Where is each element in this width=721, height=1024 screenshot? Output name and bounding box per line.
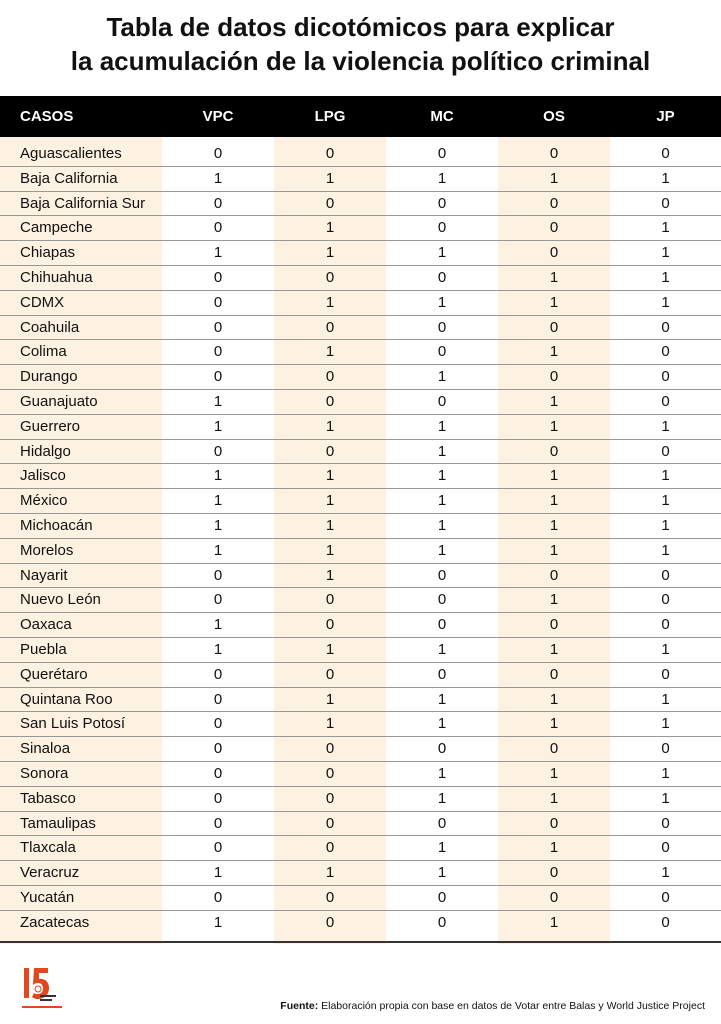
row-label: Tabasco bbox=[20, 789, 76, 807]
row-label: Coahuila bbox=[20, 318, 80, 336]
table-cell: 0 bbox=[325, 913, 335, 931]
table-cell: 0 bbox=[325, 442, 335, 460]
table-cell: 0 bbox=[549, 665, 559, 683]
table-cell: 0 bbox=[325, 268, 335, 286]
table-row bbox=[0, 489, 721, 514]
table-cell: 0 bbox=[549, 244, 559, 262]
table-cell: 1 bbox=[437, 715, 447, 733]
table-header bbox=[0, 96, 721, 137]
table-cell: 0 bbox=[437, 913, 447, 931]
table-row bbox=[0, 663, 721, 688]
row-label: CDMX bbox=[20, 293, 65, 311]
table-cell: 1 bbox=[213, 616, 223, 634]
table-cell: 0 bbox=[661, 839, 670, 857]
column-header: CASOS bbox=[20, 108, 74, 125]
table-cell: 1 bbox=[437, 467, 447, 485]
table-cell: 0 bbox=[325, 789, 335, 807]
table-cell: 1 bbox=[549, 467, 559, 485]
row-label: Nuevo León bbox=[20, 591, 101, 609]
row-label: Sinaloa bbox=[20, 740, 71, 758]
table-cell: 0 bbox=[661, 591, 670, 609]
table-cell: 1 bbox=[437, 839, 447, 857]
table-cell: 1 bbox=[661, 764, 670, 782]
table-row bbox=[0, 415, 721, 440]
table-cell: 1 bbox=[437, 169, 447, 187]
row-label: Guanajuato bbox=[20, 392, 98, 410]
table-cell: 0 bbox=[325, 616, 335, 634]
table-cell: 1 bbox=[437, 492, 447, 510]
table-row bbox=[0, 464, 721, 489]
table-cell: 0 bbox=[549, 318, 559, 336]
row-label: Guerrero bbox=[20, 417, 81, 435]
table-cell: 1 bbox=[661, 864, 670, 882]
table-cell: 0 bbox=[213, 690, 223, 708]
table-cell: 1 bbox=[437, 690, 447, 708]
table-cell: 0 bbox=[213, 789, 223, 807]
table-cell: 1 bbox=[549, 268, 559, 286]
table-cell: 0 bbox=[549, 368, 559, 386]
table-cell: 0 bbox=[213, 318, 223, 336]
table-cell: 1 bbox=[213, 492, 223, 510]
table-cell: 0 bbox=[661, 145, 670, 162]
row-label: Sonora bbox=[20, 764, 69, 782]
table-cell: 0 bbox=[213, 814, 223, 832]
table-cell: 1 bbox=[213, 541, 223, 559]
table-cell: 1 bbox=[549, 492, 559, 510]
table-cell: 1 bbox=[437, 442, 447, 460]
row-label: Tlaxcala bbox=[20, 839, 76, 857]
table-cell: 1 bbox=[661, 219, 670, 237]
table-cell: 1 bbox=[549, 715, 559, 733]
table-cell: 1 bbox=[437, 516, 447, 534]
table-cell: 1 bbox=[661, 516, 670, 534]
table-cell: 1 bbox=[325, 640, 335, 658]
row-label: Campeche bbox=[20, 219, 93, 237]
row-label: Hidalgo bbox=[20, 442, 71, 460]
table-cell: 0 bbox=[325, 665, 335, 683]
table-row bbox=[0, 564, 721, 589]
row-label: Nayarit bbox=[20, 566, 68, 584]
table-cell: 1 bbox=[325, 566, 335, 584]
row-label: San Luis Potosí bbox=[20, 715, 126, 733]
table-cell: 0 bbox=[213, 219, 223, 237]
table-cell: 1 bbox=[213, 864, 223, 882]
table-row bbox=[0, 216, 721, 241]
table-cell: 0 bbox=[325, 591, 335, 609]
table-cell: 1 bbox=[325, 492, 335, 510]
table-row bbox=[0, 762, 721, 787]
table-cell: 1 bbox=[549, 417, 559, 435]
table-row bbox=[0, 861, 721, 886]
column-header: VPC bbox=[202, 108, 234, 125]
row-label: Tamaulipas bbox=[20, 814, 96, 832]
table-cell: 1 bbox=[661, 640, 670, 658]
table-cell: 1 bbox=[325, 169, 335, 187]
table-cell: 1 bbox=[437, 789, 447, 807]
column-header: OS bbox=[543, 108, 565, 125]
table-cell: 1 bbox=[661, 715, 670, 733]
table-cell: 0 bbox=[437, 665, 447, 683]
table-cell: 1 bbox=[213, 913, 223, 931]
table-cell: 1 bbox=[325, 417, 335, 435]
table-row bbox=[0, 291, 721, 316]
table-cell: 0 bbox=[549, 616, 559, 634]
table-cell: 0 bbox=[437, 268, 447, 286]
page-title bbox=[0, 10, 721, 78]
table-cell: 1 bbox=[549, 913, 559, 931]
table-row bbox=[0, 365, 721, 390]
table-body bbox=[0, 142, 721, 936]
table-cell: 0 bbox=[437, 591, 447, 609]
table-cell: 0 bbox=[437, 145, 447, 162]
table-cell: 0 bbox=[661, 343, 670, 361]
table-cell: 1 bbox=[437, 293, 447, 311]
table-cell: 1 bbox=[213, 467, 223, 485]
table-cell: 1 bbox=[661, 169, 670, 187]
table-cell: 1 bbox=[549, 541, 559, 559]
column-header: MC bbox=[430, 108, 454, 125]
table-cell: 0 bbox=[213, 715, 223, 733]
table-cell: 0 bbox=[325, 368, 335, 386]
table-cell: 1 bbox=[437, 368, 447, 386]
table-cell: 1 bbox=[549, 591, 559, 609]
table-cell: 0 bbox=[325, 318, 335, 336]
table-cell: 1 bbox=[325, 715, 335, 733]
table-cell: 0 bbox=[437, 566, 447, 584]
table-cell: 0 bbox=[549, 888, 559, 906]
table-cell: 1 bbox=[325, 516, 335, 534]
row-label: Morelos bbox=[20, 541, 74, 559]
table-row bbox=[0, 316, 721, 341]
table-row bbox=[0, 911, 721, 936]
table-cell: 1 bbox=[549, 789, 559, 807]
table-cell: 0 bbox=[325, 145, 335, 162]
row-label: Querétaro bbox=[20, 665, 88, 683]
table-cell: 1 bbox=[549, 764, 559, 782]
table-row bbox=[0, 192, 721, 217]
table-cell: 0 bbox=[549, 145, 559, 162]
table-cell: 0 bbox=[213, 194, 223, 212]
table-cell: 0 bbox=[325, 888, 335, 906]
table-cell: 1 bbox=[549, 343, 559, 361]
table-cell: 0 bbox=[437, 219, 447, 237]
table-cell: 0 bbox=[661, 665, 670, 683]
table-cell: 0 bbox=[325, 764, 335, 782]
table-row bbox=[0, 886, 721, 911]
source-text: Elaboración propia con base en datos de Votar entre Balas y World Justice Project bbox=[321, 1000, 705, 1012]
table-cell: 1 bbox=[437, 640, 447, 658]
table-cell: 0 bbox=[213, 665, 223, 683]
table-cell: 0 bbox=[213, 764, 223, 782]
table-cell: 1 bbox=[213, 516, 223, 534]
table-cell: 0 bbox=[549, 864, 559, 882]
table-cell: 0 bbox=[661, 368, 670, 386]
table-cell: 1 bbox=[325, 864, 335, 882]
table-cell: 0 bbox=[325, 814, 335, 832]
table-cell: 1 bbox=[661, 244, 670, 262]
table-cell: 1 bbox=[213, 169, 223, 187]
table-cell: 0 bbox=[213, 888, 223, 906]
table-cell: 0 bbox=[549, 194, 559, 212]
row-label: Aguascalientes bbox=[20, 145, 122, 162]
row-label: Baja California bbox=[20, 169, 118, 187]
table-cell: 0 bbox=[213, 268, 223, 286]
table-cell: 1 bbox=[549, 839, 559, 857]
table-cell: 0 bbox=[549, 814, 559, 832]
table-cell: 0 bbox=[213, 566, 223, 584]
row-label: Chihuahua bbox=[20, 268, 93, 286]
table-cell: 0 bbox=[549, 740, 559, 758]
table-row bbox=[0, 266, 721, 291]
table-row bbox=[0, 812, 721, 837]
table-cell: 0 bbox=[437, 343, 447, 361]
table-cell: 0 bbox=[325, 839, 335, 857]
table-cell: 0 bbox=[213, 368, 223, 386]
table-cell: 0 bbox=[213, 740, 223, 758]
table-cell: 1 bbox=[661, 492, 670, 510]
table-cell: 1 bbox=[213, 417, 223, 435]
table-cell: 0 bbox=[437, 318, 447, 336]
table-row bbox=[0, 836, 721, 861]
row-label: Veracruz bbox=[20, 864, 80, 882]
table-cell: 0 bbox=[213, 839, 223, 857]
table-cell: 1 bbox=[549, 169, 559, 187]
table-cell: 1 bbox=[437, 541, 447, 559]
table-cell: 1 bbox=[661, 789, 670, 807]
title-line-1: Tabla de datos dicotómicos para explicar bbox=[106, 12, 615, 42]
table-cell: 0 bbox=[213, 591, 223, 609]
table-cell: 0 bbox=[661, 318, 670, 336]
table-cell: 0 bbox=[549, 566, 559, 584]
row-label: Durango bbox=[20, 368, 78, 386]
source-label: Fuente: bbox=[280, 1000, 319, 1012]
table-cell: 0 bbox=[437, 814, 447, 832]
table-cell: 1 bbox=[661, 293, 670, 311]
table-row bbox=[0, 440, 721, 465]
column-header: JP bbox=[656, 108, 675, 125]
table-row bbox=[0, 514, 721, 539]
table-row bbox=[0, 737, 721, 762]
table-cell: 0 bbox=[325, 740, 335, 758]
table-cell: 1 bbox=[325, 219, 335, 237]
table-cell: 0 bbox=[325, 392, 335, 410]
table-cell: 0 bbox=[549, 219, 559, 237]
table-row bbox=[0, 787, 721, 812]
table-cell: 0 bbox=[437, 740, 447, 758]
table-cell: 0 bbox=[437, 616, 447, 634]
table-cell: 0 bbox=[549, 442, 559, 460]
table-row bbox=[0, 390, 721, 415]
table-row bbox=[0, 613, 721, 638]
table-cell: 0 bbox=[661, 740, 670, 758]
row-label: Yucatán bbox=[20, 888, 75, 906]
table-cell: 1 bbox=[549, 516, 559, 534]
table-cell: 1 bbox=[325, 293, 335, 311]
table-cell: 1 bbox=[549, 690, 559, 708]
table-cell: 0 bbox=[661, 566, 670, 584]
table-row bbox=[0, 638, 721, 663]
row-label: Michoacán bbox=[20, 516, 93, 534]
table-cell: 1 bbox=[661, 541, 670, 559]
row-label: Quintana Roo bbox=[20, 690, 113, 708]
table-cell: 1 bbox=[437, 764, 447, 782]
row-label: México bbox=[20, 492, 68, 510]
table-cell: 0 bbox=[661, 888, 670, 906]
table-cell: 1 bbox=[549, 640, 559, 658]
table-cell: 0 bbox=[661, 392, 670, 410]
table-row bbox=[0, 340, 721, 365]
table-cell: 1 bbox=[325, 343, 335, 361]
data-table bbox=[0, 96, 721, 944]
table-cell: 0 bbox=[213, 442, 223, 460]
table-cell: 0 bbox=[213, 343, 223, 361]
table-cell: 0 bbox=[661, 913, 670, 931]
table-cell: 0 bbox=[213, 145, 223, 162]
table-cell: 1 bbox=[325, 467, 335, 485]
table-cell: 0 bbox=[437, 392, 447, 410]
table-row bbox=[0, 167, 721, 192]
table-cell: 1 bbox=[661, 417, 670, 435]
row-label: Oaxaca bbox=[20, 616, 72, 634]
table-cell: 1 bbox=[437, 864, 447, 882]
table-cell: 0 bbox=[213, 293, 223, 311]
table-cell: 1 bbox=[661, 690, 670, 708]
table-row bbox=[0, 588, 721, 613]
table-cell: 1 bbox=[213, 640, 223, 658]
table-row bbox=[0, 142, 721, 167]
table-cell: 1 bbox=[549, 392, 559, 410]
table-cell: 1 bbox=[661, 467, 670, 485]
row-label: Jalisco bbox=[20, 467, 66, 485]
table-cell: 0 bbox=[325, 194, 335, 212]
table-cell: 0 bbox=[661, 616, 670, 634]
table-cell: 0 bbox=[661, 442, 670, 460]
table-cell: 1 bbox=[213, 392, 223, 410]
table-row bbox=[0, 712, 721, 737]
table-cell: 1 bbox=[437, 244, 447, 262]
table-cell: 1 bbox=[213, 244, 223, 262]
table-cell: 1 bbox=[661, 268, 670, 286]
table-cell: 1 bbox=[325, 690, 335, 708]
title-line-2: la acumulación de la violencia político criminal bbox=[70, 46, 651, 76]
table-bottom-rule bbox=[0, 941, 721, 943]
row-label: Colima bbox=[20, 343, 67, 361]
table-row bbox=[0, 539, 721, 564]
row-label: Puebla bbox=[20, 640, 67, 658]
source-note bbox=[280, 1000, 705, 1012]
table-row bbox=[0, 688, 721, 713]
column-header: LPG bbox=[314, 108, 346, 125]
row-label: Chiapas bbox=[20, 244, 76, 262]
row-label: Zacatecas bbox=[20, 913, 90, 931]
nexos-15-aniversario-logo bbox=[22, 966, 82, 1014]
logo-icon bbox=[22, 966, 82, 1014]
table-cell: 1 bbox=[325, 244, 335, 262]
table-cell: 0 bbox=[661, 814, 670, 832]
table-cell: 0 bbox=[661, 194, 670, 212]
table-cell: 1 bbox=[549, 293, 559, 311]
table-row bbox=[0, 241, 721, 266]
row-label: Baja California Sur bbox=[20, 194, 146, 212]
table-cell: 1 bbox=[325, 541, 335, 559]
table-cell: 0 bbox=[437, 888, 447, 906]
table-cell: 0 bbox=[437, 194, 447, 212]
table-cell: 1 bbox=[437, 417, 447, 435]
